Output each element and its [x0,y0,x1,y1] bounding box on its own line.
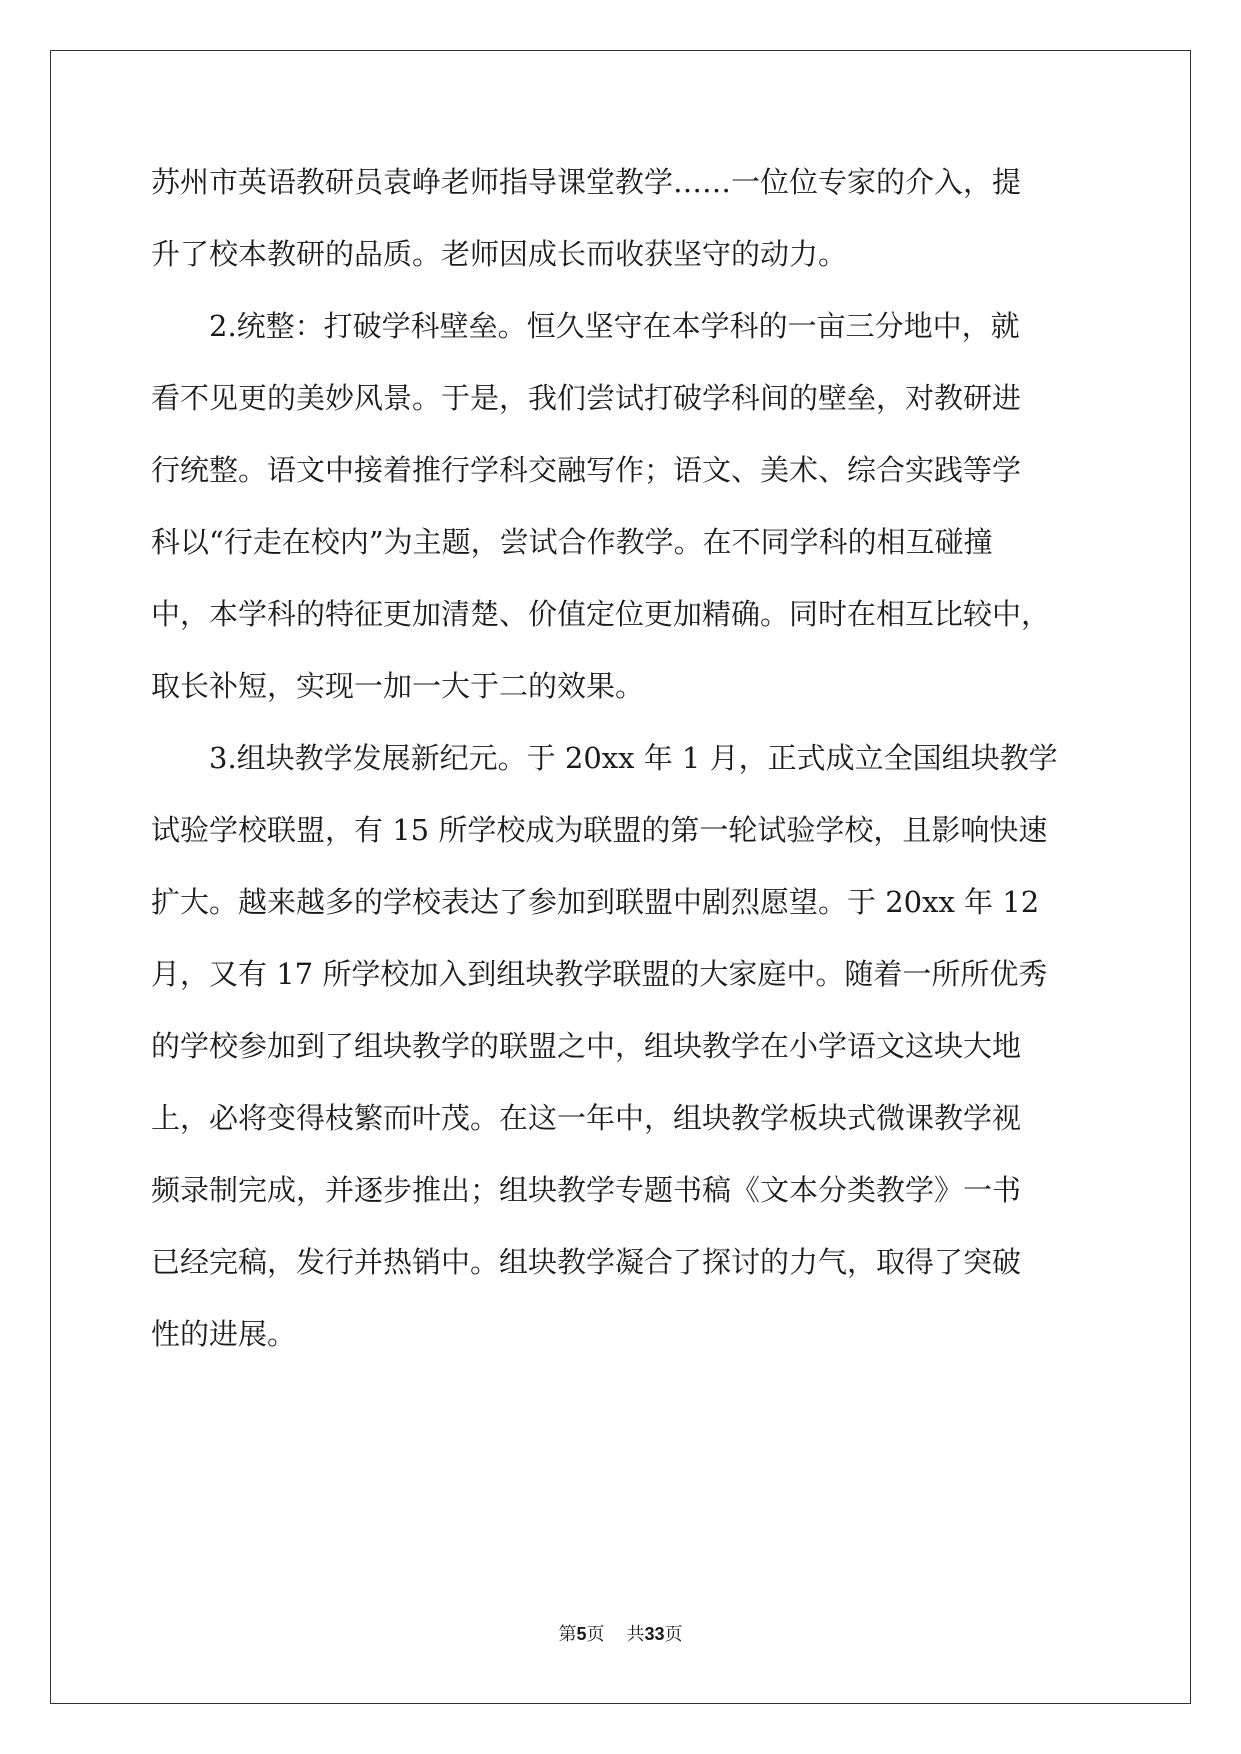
text-line: 的学校参加到了组块教学的联盟之中，组块教学在小学语文这块大地 [151,1029,1022,1063]
text-line: 扩大。越来越多的学校表达了参加到联盟中剧烈愿望。于 20xx 年 12 [151,885,1040,919]
text-line: 苏州市英语教研员袁峥老师指导课堂教学……一位位专家的介入，提 [151,165,1022,199]
text-line: 已经完稿，发行并热销中。组块教学凝合了探讨的力气，取得了突破 [151,1245,1022,1279]
total-prefix: 共 [626,1624,645,1645]
text-line: 科以“行走在校内”为主题，尝试合作教学。在不同学科的相互碰撞 [151,525,993,559]
text-line: 试验学校联盟，有 15 所学校成为联盟的第一轮试验学校，且影响快速 [151,813,1048,847]
page-suffix: 页 [586,1624,605,1645]
text-line: 2.统整：打破学科壁垒。恒久坚守在本学科的一亩三分地中，就 [209,309,1020,343]
total-suffix: 页 [664,1624,683,1645]
text-line: 3.组块教学发展新纪元。于 20xx 年 1 月，正式成立全国组块教学 [209,741,1058,775]
page-footer [0,1622,1241,1647]
text-line: 频录制完成，并逐步推出；组块教学专题书稿《文本分类教学》一书 [151,1173,1022,1207]
text-line: 取长补短，实现一加一大于二的效果。 [151,669,645,703]
total-pages: 33 [644,1624,665,1644]
text-line: 上，必将变得枝繁而叶茂。在这一年中，组块教学板块式微课教学视 [151,1101,1022,1135]
text-line: 看不见更的美妙风景。于是，我们尝试打破学科间的壁垒，对教研进 [151,381,1022,415]
text-line: 月，又有 17 所学校加入到组块教学联盟的大家庭中。随着一所所优秀 [151,957,1048,991]
text-line: 性的进展。 [151,1317,297,1351]
text-line: 行统整。语文中接着推行学科交融写作；语文、美术、综合实践等学 [151,453,1022,487]
text-line: 中，本学科的特征更加清楚、价值定位更加精确。同时在相互比较中， [151,597,1051,631]
text-line: 升了校本教研的品质。老师因成长而收获坚守的动力。 [151,237,848,271]
page-border [50,50,1191,1704]
page-prefix: 第 [558,1624,577,1645]
page-number: 5 [576,1624,587,1644]
